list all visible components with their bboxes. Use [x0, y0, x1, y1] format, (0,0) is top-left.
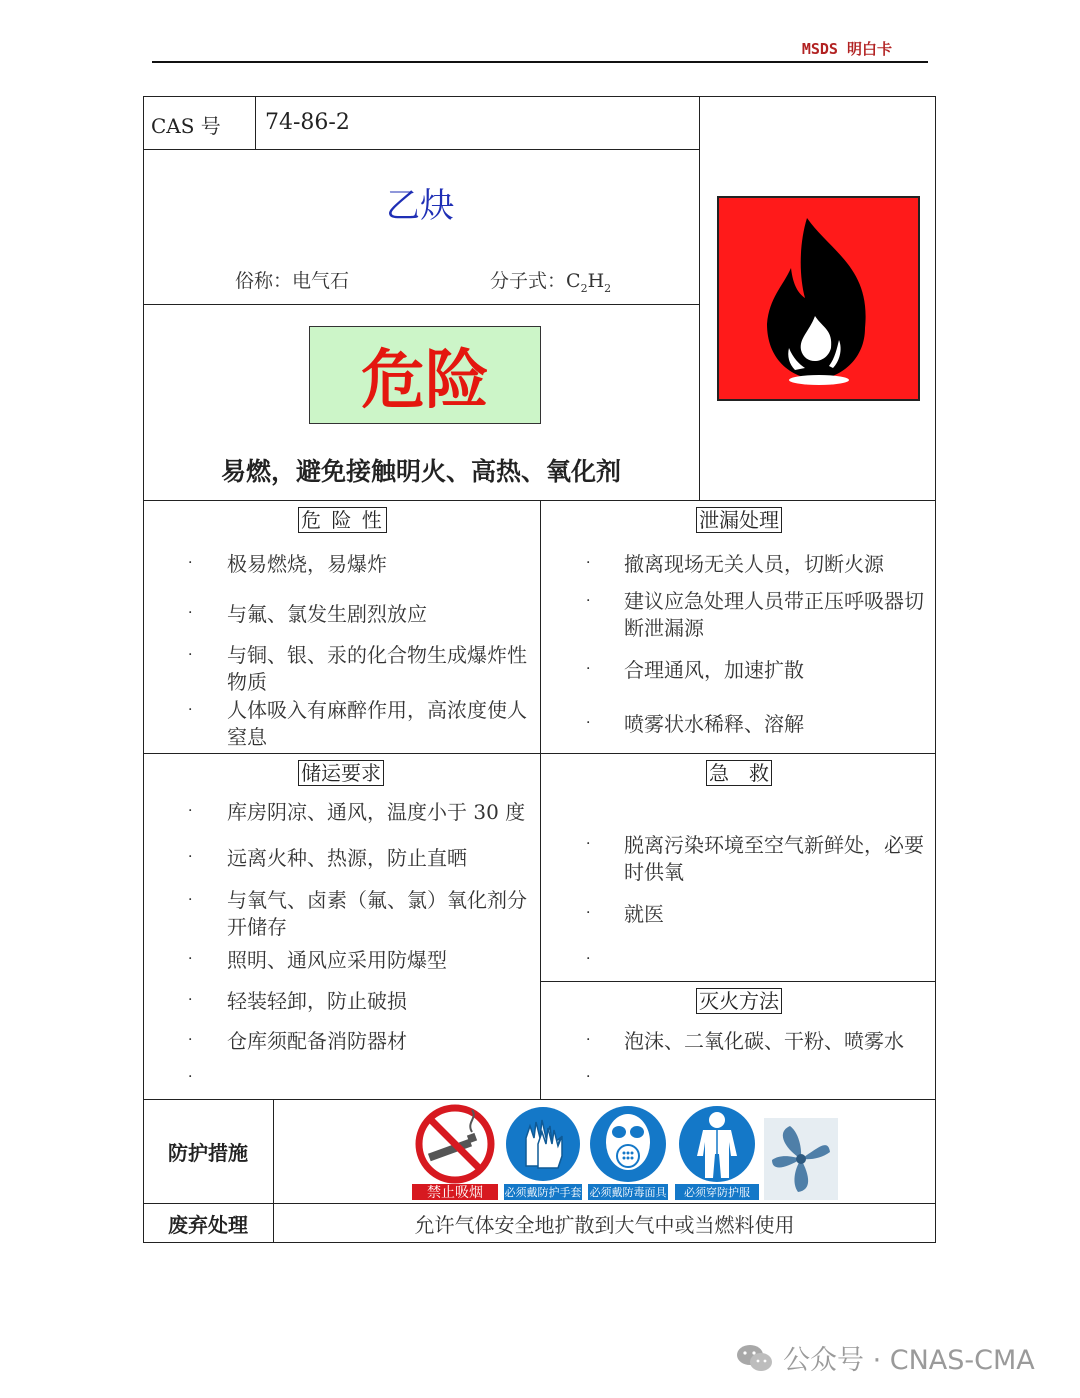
protection-label: 防护措施	[168, 1140, 248, 1165]
list-bullet: ·	[586, 715, 591, 731]
list-bullet: ·	[188, 1069, 193, 1085]
common-name: 俗称：电气石	[235, 270, 350, 292]
section-title-first-aid: 急 救	[706, 760, 772, 786]
list-bullet: ·	[586, 905, 591, 921]
header-rule	[152, 61, 928, 63]
list-bullet: ·	[188, 605, 193, 621]
list-item: 建议应急处理人员带正压呼吸器切断泄漏源	[624, 589, 924, 640]
gas-mask-icon	[588, 1104, 668, 1184]
sign-caption: 禁止吸烟	[412, 1184, 498, 1200]
wechat-icon	[735, 1342, 775, 1374]
list-bullet: ·	[188, 803, 193, 819]
list-item: 泡沫、二氧化碳、干粉、喷雾水	[624, 1029, 904, 1053]
no-smoking-icon	[412, 1104, 498, 1184]
protective-suit-icon	[675, 1104, 759, 1184]
list-item: 合理通风，加速扩散	[624, 658, 804, 682]
list-bullet: ·	[188, 647, 193, 663]
sign-no-smoking	[412, 1104, 498, 1200]
grid-line	[143, 753, 936, 754]
list-item: 库房阴凉、通风，温度小于 30 度	[227, 800, 526, 824]
chemical-name: 乙炔	[386, 186, 454, 226]
sign-gloves	[504, 1104, 582, 1200]
list-item: 极易燃烧，易爆炸	[227, 552, 387, 576]
list-item: 与氟、氯发生剧烈放应	[227, 602, 427, 626]
cas-label: CAS 号	[151, 114, 221, 138]
section-title-hazard: 危 险 性	[298, 507, 387, 533]
grid-line	[540, 981, 936, 982]
sign-protective-suit	[675, 1104, 759, 1200]
watermark-text: 公众号 · CNAS-CMA	[783, 1345, 1035, 1376]
disposal-label: 废弃处理	[168, 1212, 248, 1237]
list-item: 人体吸入有麻醉作用，高浓度使人窒息	[227, 698, 527, 749]
list-bullet: ·	[586, 951, 591, 967]
list-bullet: ·	[188, 702, 193, 718]
ventilation-fan-icon	[764, 1118, 838, 1200]
molecular-formula: 分子式：$C_2H_2$	[490, 270, 612, 295]
list-item: 撤离现场无关人员，切断火源	[624, 552, 884, 576]
grid-line	[540, 500, 541, 1099]
flammable-pictogram	[717, 196, 920, 401]
list-item: 仓库须配备消防器材	[227, 1029, 407, 1053]
list-item: 喷雾状水稀释、溶解	[624, 712, 804, 736]
grid-line	[143, 304, 699, 305]
gloves-icon	[504, 1104, 582, 1184]
list-bullet: ·	[586, 555, 591, 571]
disposal-text: 允许气体安全地扩散到大气中或当燃料使用	[414, 1212, 795, 1237]
list-bullet: ·	[586, 661, 591, 677]
cas-number: 74-86-2	[265, 110, 350, 135]
list-bullet: ·	[586, 1069, 591, 1085]
list-bullet: ·	[586, 836, 591, 852]
document-header-title: MSDS 明白卡	[801, 40, 892, 58]
list-bullet: ·	[188, 992, 193, 1008]
hazard-warning: 易燃，避免接触明火、高热、氧化剂	[220, 457, 621, 486]
list-item: 轻装轻卸，防止破损	[227, 989, 407, 1013]
sign-caption: 必须戴防护手套	[504, 1186, 582, 1199]
list-bullet: ·	[188, 555, 193, 571]
grid-line	[143, 149, 699, 150]
sign-gas-mask	[588, 1104, 668, 1200]
list-item: 远离火种、热源，防止直晒	[227, 846, 467, 870]
list-bullet: ·	[188, 892, 193, 908]
sign-caption: 必须戴防毒面具	[589, 1186, 667, 1199]
flame-icon	[719, 198, 918, 399]
list-item: 与铜、银、汞的化合物生成爆炸性物质	[227, 643, 527, 694]
list-bullet: ·	[586, 593, 591, 609]
watermark	[735, 1338, 1035, 1377]
sign-ventilation	[764, 1118, 838, 1200]
section-title-fire-fighting: 灭火方法	[696, 988, 782, 1014]
list-item: 就医	[624, 902, 664, 926]
grid-line	[255, 96, 256, 149]
list-item: 脱离污染环境至空气新鲜处，必要时供氧	[624, 833, 924, 884]
danger-signal-word: 危 险	[309, 326, 541, 424]
list-bullet: ·	[586, 1032, 591, 1048]
sign-caption: 必须穿防护服	[675, 1184, 759, 1200]
list-bullet: ·	[188, 951, 193, 967]
list-item: 与氧气、卤素（氟、氯）氧化剂分开储存	[227, 888, 527, 939]
grid-line	[699, 96, 700, 500]
list-item: 照明、通风应采用防爆型	[227, 948, 447, 972]
list-bullet: ·	[188, 849, 193, 865]
section-title-storage: 储运要求	[298, 760, 384, 786]
section-title-leak: 泄漏处理	[696, 507, 782, 533]
list-bullet: ·	[188, 1032, 193, 1048]
